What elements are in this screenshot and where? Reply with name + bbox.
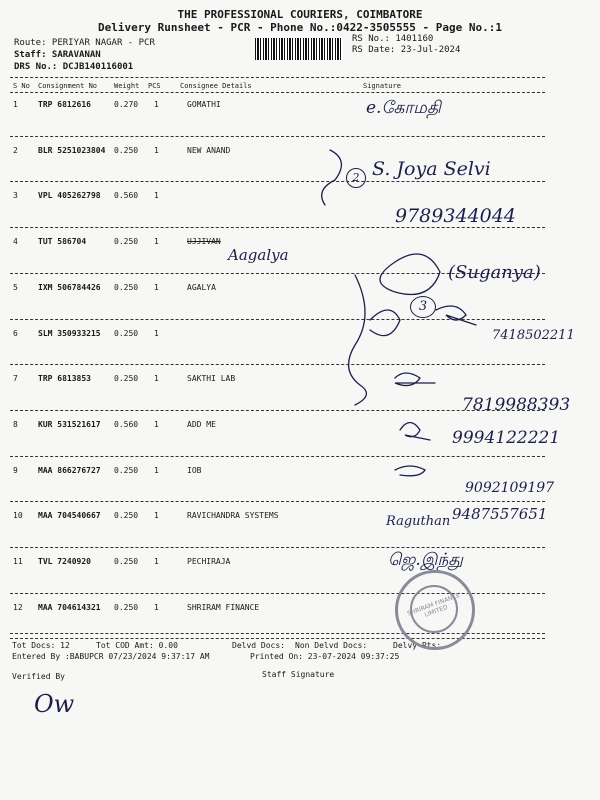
row-consignee: NEW ANAND <box>187 145 231 155</box>
verified-by-label: Verified By <box>12 672 65 681</box>
row-consignee: RAVICHANDRA SYSTEMS <box>187 511 279 521</box>
marker-circle-2: 2 <box>346 168 366 188</box>
row-consignee: UJJIVAN <box>187 237 221 247</box>
row-consignment-no: MAA 866276727 <box>38 465 101 475</box>
col-weight: Weight <box>114 82 140 90</box>
row-weight: 0.250 <box>114 557 139 566</box>
row-consignment-no: MAA 704540667 <box>38 511 101 521</box>
row-consignment-no: TVL 7240920 <box>38 557 91 566</box>
row-pcs: 1 <box>154 328 159 338</box>
row-consignee: SAKTHI LAB <box>187 374 236 384</box>
row-weight: 0.560 <box>114 419 139 429</box>
row-sno: 9 <box>13 465 18 475</box>
row-consignment-no: TRP 6813853 <box>38 374 91 384</box>
row-pcs: 1 <box>154 237 159 247</box>
row-weight: 0.250 <box>114 328 139 338</box>
row-sno: 5 <box>13 282 18 292</box>
row-consignment-no: KUR 531521617 <box>38 419 101 429</box>
runsheet-title: Delivery Runsheet - PCR - Phone No.:0422-3505555 - Page No.:1 <box>98 21 502 34</box>
entered-by: Entered By :BABUPCR 07/23/2024 9:37:17 AM <box>12 652 210 661</box>
row-consignment-no: VPL 405262798 <box>38 191 101 201</box>
company-stamp <box>395 570 475 650</box>
row-consignment-no: BLR 5251023804 <box>38 145 106 155</box>
phone-row-3: 9789344044 <box>395 205 516 227</box>
delivered-docs: Delvd Docs: <box>232 641 285 650</box>
row-pcs: 1 <box>154 100 159 109</box>
col-consignee: Consignee Details <box>180 82 252 90</box>
phone-row-7: 7819988393 <box>462 395 571 415</box>
drs-number: DRS No.: DCJB140116001 <box>14 62 134 72</box>
total-docs: Tot Docs: 12 <box>12 641 70 650</box>
signature-row-5: (Suganya) <box>448 262 541 283</box>
row-consignee: AGALYA <box>187 282 216 292</box>
row-consignment-no: IXM 506784426 <box>38 282 101 292</box>
row-sno: 12 <box>13 602 23 612</box>
stamp-text: SHRIRAM FINANCE LIMITED <box>406 591 462 619</box>
row-consignee: GOMATHI <box>187 100 221 109</box>
marker-circle-3: 3 <box>410 296 436 318</box>
row-pcs: 1 <box>154 374 159 384</box>
row-sno: 11 <box>13 557 23 566</box>
rs-number: RS No.: 1401160 <box>352 34 434 44</box>
row-sno: 7 <box>13 374 18 384</box>
row-consignee: IOB <box>187 465 202 475</box>
row-pcs: 1 <box>154 602 159 612</box>
row-consignment-no: MAA 704614321 <box>38 602 101 612</box>
staff-signature-label: Staff Signature <box>262 670 335 679</box>
phone-row-9: 9092109197 <box>465 480 555 496</box>
row-weight: 0.270 <box>114 100 139 109</box>
row-consignee: PECHIRAJA <box>187 557 231 566</box>
row-consignee: SHRIRAM FINANCE <box>187 602 260 612</box>
row-pcs: 1 <box>154 557 159 566</box>
row-sno: 8 <box>13 419 18 429</box>
row-weight: 0.250 <box>114 282 139 292</box>
row-pcs: 1 <box>154 191 159 201</box>
signature-row-1: e.கோமதி <box>366 98 441 118</box>
signature-row-2: S. Joya Selvi <box>372 158 491 180</box>
total-cod-amount: Tot COD Amt: 0.00 <box>96 641 178 650</box>
row-weight: 0.560 <box>114 191 139 201</box>
phone-row-6: 7418502211 <box>492 328 575 343</box>
delivery-points: Delvy Pts: <box>393 641 442 650</box>
route-label: Route: PERIYAR NAGAR - PCR <box>14 38 155 48</box>
row-sno: 4 <box>13 237 18 247</box>
signature-row-11: ஜெ.இந்து <box>388 550 463 570</box>
row-weight: 0.250 <box>114 145 139 155</box>
row-pcs: 1 <box>154 511 159 521</box>
row-sno: 2 <box>13 145 18 155</box>
row-sno: 6 <box>13 328 18 338</box>
phone-row-10: 9487557651 <box>452 505 548 523</box>
printed-on: Printed On: 23-07-2024 09:37:25 <box>250 652 400 661</box>
row-weight: 0.250 <box>114 237 139 247</box>
row-pcs: 1 <box>154 145 159 155</box>
non-delivered-docs: Non Delvd Docs: <box>295 641 368 650</box>
col-sno: S No <box>13 82 30 90</box>
rs-date: RS Date: 23-Jul-2024 <box>352 45 461 55</box>
row-sno: 3 <box>13 191 18 201</box>
row-consignment-no: SLM 350933215 <box>38 328 101 338</box>
col-pcs: PCS <box>148 82 161 90</box>
row-weight: 0.250 <box>114 511 139 521</box>
col-consignment: Consignment No <box>38 82 98 90</box>
row-consignee: ADD ME <box>187 419 216 429</box>
col-signature: Signature <box>363 82 401 90</box>
phone-row-8: 9994122221 <box>452 428 561 448</box>
row-pcs: 1 <box>154 465 159 475</box>
row-consignment-no: TRP 6812616 <box>38 100 91 109</box>
signature-row-4: Aagalya <box>228 246 289 264</box>
verified-signature: Ow <box>34 690 75 718</box>
row-consignment-no: TUT 586704 <box>38 237 87 247</box>
company-title: THE PROFESSIONAL COURIERS, COIMBATORE <box>177 8 423 21</box>
row-pcs: 1 <box>154 419 159 429</box>
row-sno: 10 <box>13 511 23 521</box>
row-sno: 1 <box>13 100 18 109</box>
row-weight: 0.250 <box>114 374 139 384</box>
staff-label: Staff: SARAVANAN <box>14 50 101 60</box>
row-pcs: 1 <box>154 282 159 292</box>
row-weight: 0.250 <box>114 465 139 475</box>
signature-row-10: Raguthan <box>386 514 451 529</box>
row-weight: 0.250 <box>114 602 139 612</box>
